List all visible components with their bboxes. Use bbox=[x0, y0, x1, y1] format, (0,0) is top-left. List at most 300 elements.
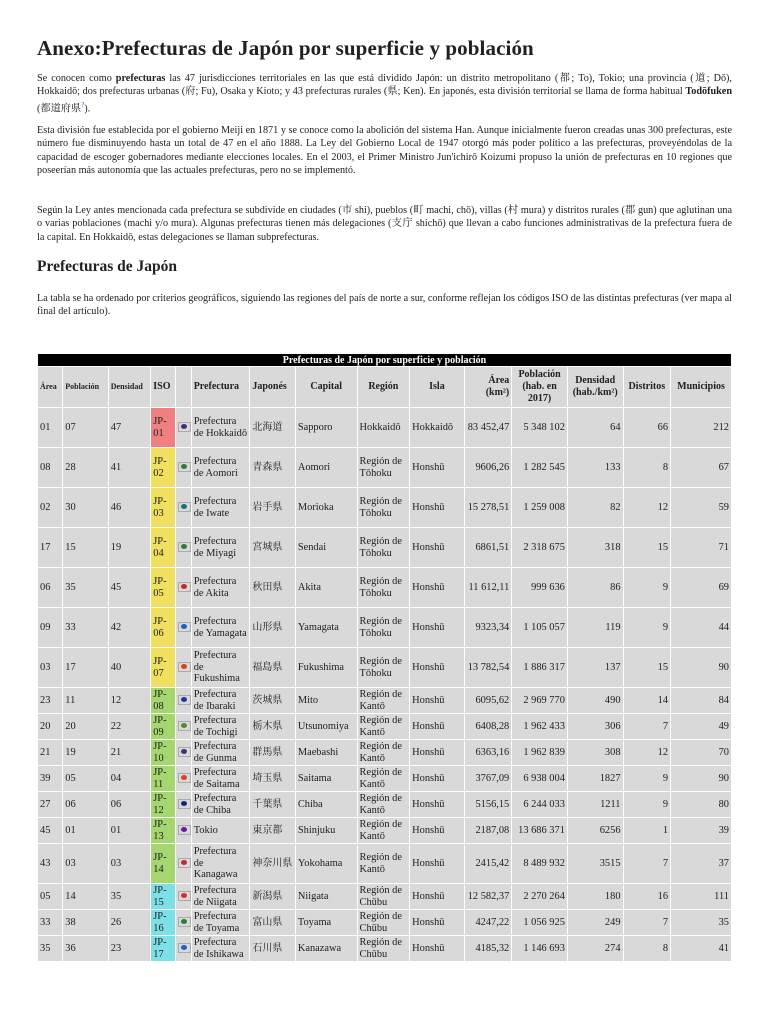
cell-density: 137 bbox=[567, 648, 623, 688]
cell-area-rank: 03 bbox=[38, 648, 63, 688]
cell-area: 4247,22 bbox=[464, 910, 512, 936]
flag-icon[interactable] bbox=[175, 408, 191, 448]
cell-region-link[interactable]: Región de Chūbu bbox=[357, 910, 410, 936]
cell-municipalities: 67 bbox=[671, 448, 732, 488]
prefecture-flag-icon[interactable] bbox=[178, 721, 191, 731]
flag-icon[interactable] bbox=[175, 648, 191, 688]
cell-pop-rank: 36 bbox=[63, 936, 109, 962]
cell-japanese: 富山県 bbox=[250, 910, 296, 936]
cell-japanese: 栃木県 bbox=[250, 714, 296, 740]
cell-japanese: 新潟県 bbox=[250, 884, 296, 910]
cell-iso: JP-03 bbox=[151, 488, 175, 528]
cell-area-rank: 01 bbox=[38, 408, 63, 448]
cell-island-link[interactable]: Honshū bbox=[410, 818, 465, 844]
cell-pop-rank: 03 bbox=[63, 844, 109, 884]
cell-dens-rank: 12 bbox=[108, 688, 150, 714]
cell-population: 5 348 102 bbox=[512, 408, 568, 448]
flag-icon[interactable] bbox=[175, 740, 191, 766]
prefecture-flag-icon[interactable] bbox=[178, 943, 191, 953]
cell-japanese: 千葉県 bbox=[250, 792, 296, 818]
cell-iso: JP-04 bbox=[151, 528, 175, 568]
table-row bbox=[38, 568, 732, 608]
cell-island-link[interactable]: Honshū bbox=[410, 714, 465, 740]
cell-municipalities: 49 bbox=[671, 714, 732, 740]
cell-capital-link[interactable]: Aomori bbox=[295, 448, 357, 488]
cell-municipalities: 69 bbox=[671, 568, 732, 608]
cell-districts: 7 bbox=[623, 714, 671, 740]
cell-region-link[interactable]: Región de Kantō bbox=[357, 740, 410, 766]
cell-area-rank: 23 bbox=[38, 688, 63, 714]
flag-icon[interactable] bbox=[175, 528, 191, 568]
cell-population: 1 962 433 bbox=[512, 714, 568, 740]
cell-region-link[interactable]: Región de Kantō bbox=[357, 688, 410, 714]
cell-pop-rank: 15 bbox=[63, 528, 109, 568]
cell-island-link[interactable]: Honshū bbox=[410, 910, 465, 936]
cell-density: 6256 bbox=[567, 818, 623, 844]
cell-capital-link[interactable]: Morioka bbox=[295, 488, 357, 528]
col-dens-rank[interactable]: Densidad bbox=[108, 367, 150, 408]
cell-dens-rank: 19 bbox=[108, 528, 150, 568]
cell-iso: JP-07 bbox=[151, 648, 175, 688]
cell-area-rank: 09 bbox=[38, 608, 63, 648]
cell-area: 9606,26 bbox=[464, 448, 512, 488]
cell-districts: 15 bbox=[623, 648, 671, 688]
cell-region-link[interactable]: Región de Tōhoku bbox=[357, 608, 410, 648]
cell-area: 6363,16 bbox=[464, 740, 512, 766]
cell-island-link[interactable]: Honshū bbox=[410, 936, 465, 962]
flag-icon[interactable] bbox=[175, 448, 191, 488]
cell-capital-link[interactable]: Yokohama bbox=[295, 844, 357, 884]
cell-japanese: 宮城県 bbox=[250, 528, 296, 568]
cell-capital-link[interactable]: Niigata bbox=[295, 884, 357, 910]
cell-population: 1 282 545 bbox=[512, 448, 568, 488]
col-iso[interactable]: ISO bbox=[151, 367, 175, 408]
cell-municipalities: 35 bbox=[671, 910, 732, 936]
cell-municipalities: 37 bbox=[671, 844, 732, 884]
cell-region-link[interactable]: Hokkaidō bbox=[357, 408, 410, 448]
cell-districts: 12 bbox=[623, 488, 671, 528]
cell-districts: 12 bbox=[623, 740, 671, 766]
cell-districts: 1 bbox=[623, 818, 671, 844]
cell-municipalities: 70 bbox=[671, 740, 732, 766]
cell-capital-link[interactable]: Chiba bbox=[295, 792, 357, 818]
cell-area: 9323,34 bbox=[464, 608, 512, 648]
flag-icon[interactable] bbox=[175, 818, 191, 844]
cell-dens-rank: 01 bbox=[108, 818, 150, 844]
cell-municipalities: 212 bbox=[671, 408, 732, 448]
table-body bbox=[38, 408, 732, 962]
cell-capital-link[interactable]: Sapporo bbox=[295, 408, 357, 448]
cell-population: 1 146 693 bbox=[512, 936, 568, 962]
cell-capital-link[interactable]: Toyama bbox=[295, 910, 357, 936]
cell-population: 6 938 004 bbox=[512, 766, 568, 792]
col-region[interactable]: Región bbox=[357, 367, 410, 408]
cell-pop-rank: 05 bbox=[63, 766, 109, 792]
cell-municipalities: 90 bbox=[671, 766, 732, 792]
cell-municipalities: 39 bbox=[671, 818, 732, 844]
cell-density: 82 bbox=[567, 488, 623, 528]
cell-iso: JP-13 bbox=[151, 818, 175, 844]
bold-term: Todōfuken bbox=[685, 86, 732, 98]
cell-area: 4185,32 bbox=[464, 936, 512, 962]
cell-density: 3515 bbox=[567, 844, 623, 884]
cell-capital-link[interactable]: Utsunomiya bbox=[295, 714, 357, 740]
text: las 47 jurisdicciones territoriales en las que está dividido Japón: un distrito metropolitano (都; To), Tokio; una provincia (道; Dō), Hokkaidō; dos prefecturas urbanas (府; Fu), Osaka y Kioto; y 43 prefecturas rurales (県; Ken). En japonés, esta división territorial se llama de forma habitual bbox=[37, 73, 732, 98]
cell-capital-link[interactable]: Yamagata bbox=[295, 608, 357, 648]
cell-capital-link[interactable]: Mito bbox=[295, 688, 357, 714]
flag-icon[interactable] bbox=[175, 792, 191, 818]
prefectures-table bbox=[37, 353, 732, 962]
cell-dens-rank: 26 bbox=[108, 910, 150, 936]
cell-capital-link[interactable]: Sendai bbox=[295, 528, 357, 568]
prefecture-flag-icon[interactable] bbox=[178, 747, 191, 757]
cell-japanese: 茨城県 bbox=[250, 688, 296, 714]
cell-population: 1 886 317 bbox=[512, 648, 568, 688]
text: (都道府県 bbox=[37, 102, 82, 114]
cell-iso: JP-17 bbox=[151, 936, 175, 962]
cell-districts: 9 bbox=[623, 568, 671, 608]
cell-districts: 9 bbox=[623, 792, 671, 818]
cell-island-link[interactable]: Honshū bbox=[410, 608, 465, 648]
cell-density: 64 bbox=[567, 408, 623, 448]
cell-districts: 9 bbox=[623, 608, 671, 648]
cell-iso: JP-01 bbox=[151, 408, 175, 448]
cell-prefecture-link[interactable]: Prefectura de Iwate bbox=[191, 488, 250, 528]
cell-island-link[interactable]: Honshū bbox=[410, 448, 465, 488]
cell-area-rank: 39 bbox=[38, 766, 63, 792]
cell-japanese: 埼玉県 bbox=[250, 766, 296, 792]
cell-pop-rank: 01 bbox=[63, 818, 109, 844]
cell-capital-link[interactable]: Fukushima bbox=[295, 648, 357, 688]
cell-area: 83 452,47 bbox=[464, 408, 512, 448]
table-row bbox=[38, 792, 732, 818]
col-pop-rank[interactable]: Población bbox=[63, 367, 109, 408]
col-japanese[interactable]: Japonés bbox=[250, 367, 296, 408]
cell-prefecture-link[interactable]: Prefectura de Yamagata bbox=[191, 608, 250, 648]
cell-region-link[interactable]: Región de Kantō bbox=[357, 844, 410, 884]
table-row bbox=[38, 818, 732, 844]
cell-japanese: 福島県 bbox=[250, 648, 296, 688]
cell-japanese: 神奈川県 bbox=[250, 844, 296, 884]
prefecture-flag-icon[interactable] bbox=[178, 773, 191, 783]
cell-area-rank: 43 bbox=[38, 844, 63, 884]
cell-island-link[interactable]: Honshū bbox=[410, 740, 465, 766]
cell-pop-rank: 06 bbox=[63, 792, 109, 818]
cell-area: 11 612,11 bbox=[464, 568, 512, 608]
cell-districts: 15 bbox=[623, 528, 671, 568]
cell-japanese: 山形県 bbox=[250, 608, 296, 648]
intro-paragraph-1 bbox=[37, 72, 732, 115]
cell-prefecture-link[interactable]: Prefectura de Fukushima bbox=[191, 648, 250, 688]
cell-region-link[interactable]: Región de Tōhoku bbox=[357, 528, 410, 568]
flag-icon[interactable] bbox=[175, 884, 191, 910]
cell-population: 1 962 839 bbox=[512, 740, 568, 766]
cell-dens-rank: 06 bbox=[108, 792, 150, 818]
cell-prefecture-link[interactable]: Prefectura de Ibaraki bbox=[191, 688, 250, 714]
cell-capital-link[interactable]: Maebashi bbox=[295, 740, 357, 766]
cell-capital-link[interactable]: Shinjuku bbox=[295, 818, 357, 844]
col-island[interactable]: Isla bbox=[410, 367, 465, 408]
intro-paragraph-3: Según la Ley antes mencionada cada prefectura se subdivide en ciudades (市 shi), pueblos (町 machi, chō), villas (村 mura) y distritos rurales (郡 gun) que aglutinan una o varias poblaciones (machi y/o mura). Algunas prefecturas tienen más delegaciones (支庁 shichō) que llevan a cabo funciones administrativas de la prefectura fuera de la capital. En Hokkaidō, estas delegaciones se llaman subprefecturas. bbox=[37, 205, 732, 243]
cell-dens-rank: 03 bbox=[108, 844, 150, 884]
flag-icon[interactable] bbox=[175, 488, 191, 528]
cell-municipalities: 41 bbox=[671, 936, 732, 962]
cell-japanese: 秋田県 bbox=[250, 568, 296, 608]
cell-municipalities: 84 bbox=[671, 688, 732, 714]
prefecture-flag-icon[interactable] bbox=[178, 917, 191, 927]
cell-density: 274 bbox=[567, 936, 623, 962]
cell-density: 133 bbox=[567, 448, 623, 488]
cell-municipalities: 80 bbox=[671, 792, 732, 818]
col-population[interactable]: Población (hab. en 2017) bbox=[512, 367, 568, 408]
table-row bbox=[38, 766, 732, 792]
cell-region-link[interactable]: Región de Kantō bbox=[357, 792, 410, 818]
cell-region-link[interactable]: Región de Kantō bbox=[357, 818, 410, 844]
prefecture-flag-icon[interactable] bbox=[178, 891, 191, 901]
table-row bbox=[38, 936, 732, 962]
cell-island-link[interactable]: Honshū bbox=[410, 488, 465, 528]
cell-pop-rank: 38 bbox=[63, 910, 109, 936]
cell-districts: 16 bbox=[623, 884, 671, 910]
cell-population: 6 244 033 bbox=[512, 792, 568, 818]
text: ). bbox=[84, 102, 91, 114]
col-prefecture[interactable]: Prefectura bbox=[191, 367, 250, 408]
prefecture-flag-icon[interactable] bbox=[178, 695, 191, 705]
prefecture-flag-icon[interactable] bbox=[178, 622, 191, 632]
cell-population: 1 056 925 bbox=[512, 910, 568, 936]
cell-island-link[interactable]: Honshū bbox=[410, 528, 465, 568]
cell-iso: JP-16 bbox=[151, 910, 175, 936]
cell-capital-link[interactable]: Akita bbox=[295, 568, 357, 608]
cell-region-link[interactable]: Región de Chūbu bbox=[357, 884, 410, 910]
cell-region-link[interactable]: Región de Tōhoku bbox=[357, 448, 410, 488]
cell-density: 1827 bbox=[567, 766, 623, 792]
cell-area-rank: 27 bbox=[38, 792, 63, 818]
cell-population: 999 636 bbox=[512, 568, 568, 608]
table-row bbox=[38, 688, 732, 714]
cell-dens-rank: 46 bbox=[108, 488, 150, 528]
cell-prefecture-link[interactable]: Prefectura de Gunma bbox=[191, 740, 250, 766]
cell-region-link[interactable]: Región de Chūbu bbox=[357, 936, 410, 962]
cell-districts: 8 bbox=[623, 936, 671, 962]
page-title: Anexo:Prefecturas de Japón por superficie y población bbox=[37, 36, 534, 60]
cell-density: 86 bbox=[567, 568, 623, 608]
cell-region-link[interactable]: Región de Tōhoku bbox=[357, 648, 410, 688]
cell-prefecture-link[interactable]: Prefectura de Tochigi bbox=[191, 714, 250, 740]
cell-municipalities: 59 bbox=[671, 488, 732, 528]
cell-prefecture-link[interactable]: Tokio bbox=[191, 818, 250, 844]
cell-island-link[interactable]: Honshū bbox=[410, 792, 465, 818]
cell-dens-rank: 41 bbox=[108, 448, 150, 488]
cell-island-link[interactable]: Honshū bbox=[410, 568, 465, 608]
cell-prefecture-link[interactable]: Prefectura de Miyagi bbox=[191, 528, 250, 568]
cell-prefecture-link[interactable]: Prefectura de Ishikawa bbox=[191, 936, 250, 962]
cell-region-link[interactable]: Región de Tōhoku bbox=[357, 488, 410, 528]
cell-area: 12 582,37 bbox=[464, 884, 512, 910]
cell-dens-rank: 45 bbox=[108, 568, 150, 608]
prefecture-flag-icon[interactable] bbox=[178, 799, 191, 809]
cell-area: 15 278,51 bbox=[464, 488, 512, 528]
table-row bbox=[38, 648, 732, 688]
cell-density: 119 bbox=[567, 608, 623, 648]
prefecture-flag-icon[interactable] bbox=[178, 462, 191, 472]
cell-area: 2187,08 bbox=[464, 818, 512, 844]
section-paragraph: La tabla se ha ordenado por criterios geográficos, siguiendo las regiones del país de norte a sur, conforme reflejan los códigos ISO de las distintas prefecturas (ver mapa al final del artículo). bbox=[37, 293, 732, 318]
cell-density: 1211 bbox=[567, 792, 623, 818]
prefecture-flag-icon[interactable] bbox=[178, 825, 191, 835]
cell-japanese: 岩手県 bbox=[250, 488, 296, 528]
cell-density: 180 bbox=[567, 884, 623, 910]
cell-japanese: 青森県 bbox=[250, 448, 296, 488]
prefecture-flag-icon[interactable] bbox=[178, 858, 191, 868]
prefecture-flag-icon[interactable] bbox=[178, 502, 191, 512]
text: Se conocen como bbox=[37, 73, 116, 84]
cell-area: 3767,09 bbox=[464, 766, 512, 792]
cell-capital-link[interactable]: Kanazawa bbox=[295, 936, 357, 962]
cell-population: 1 259 008 bbox=[512, 488, 568, 528]
cell-prefecture-link[interactable]: Prefectura de Akita bbox=[191, 568, 250, 608]
cell-island-link[interactable]: Honshū bbox=[410, 844, 465, 884]
col-area-rank[interactable]: Área bbox=[38, 367, 63, 408]
cell-dens-rank: 21 bbox=[108, 740, 150, 766]
section-title: Prefecturas de Japón bbox=[37, 258, 178, 275]
col-capital[interactable]: Capital bbox=[295, 367, 357, 408]
cell-area-rank: 08 bbox=[38, 448, 63, 488]
cell-pop-rank: 14 bbox=[63, 884, 109, 910]
intro-paragraph-2: Esta división fue establecida por el gobierno Meiji en 1871 y se conoce como la abolición del sistema Han. Aunque inicialmente fueron creadas unas 300 prefecturas, este número fue disminuyendo hasta un total de 47 en el año 1888. La Ley del Gobierno Local de 1947 otorgó más poder político a las prefecturas, proveyéndolas de la capacidad de escoger gobernadores mediante elecciones locales. En el 2003, el Primer Ministro Jun'ichirō Koizumi propuso la unión de prefecturas en 10 regiones que poseerían más autonomía que las actuales prefecturas, pero no se implementó. bbox=[37, 125, 732, 176]
cell-island-link[interactable]: Honshū bbox=[410, 648, 465, 688]
cell-capital-link[interactable]: Saitama bbox=[295, 766, 357, 792]
flag-icon[interactable] bbox=[175, 608, 191, 648]
help-link[interactable]: ? bbox=[81, 100, 85, 109]
cell-population: 8 489 932 bbox=[512, 844, 568, 884]
cell-pop-rank: 35 bbox=[63, 568, 109, 608]
table-row bbox=[38, 448, 732, 488]
cell-population: 2 969 770 bbox=[512, 688, 568, 714]
cell-area: 6408,28 bbox=[464, 714, 512, 740]
flag-icon[interactable] bbox=[175, 844, 191, 884]
table-row bbox=[38, 488, 732, 528]
col-area[interactable]: Área (km²) bbox=[464, 367, 512, 408]
cell-region-link[interactable]: Región de Kantō bbox=[357, 714, 410, 740]
cell-island-link[interactable]: Hokkaidō bbox=[410, 408, 465, 448]
flag-icon[interactable] bbox=[175, 910, 191, 936]
cell-iso: JP-10 bbox=[151, 740, 175, 766]
cell-population: 1 105 057 bbox=[512, 608, 568, 648]
cell-districts: 9 bbox=[623, 766, 671, 792]
flag-icon[interactable] bbox=[175, 568, 191, 608]
cell-districts: 66 bbox=[623, 408, 671, 448]
prefecture-flag-icon[interactable] bbox=[178, 662, 191, 672]
cell-pop-rank: 11 bbox=[63, 688, 109, 714]
cell-prefecture-link[interactable]: Prefectura de Saitama bbox=[191, 766, 250, 792]
cell-prefecture-link[interactable]: Prefectura de Chiba bbox=[191, 792, 250, 818]
table-row bbox=[38, 884, 732, 910]
cell-iso: JP-09 bbox=[151, 714, 175, 740]
table-row bbox=[38, 844, 732, 884]
cell-population: 13 686 371 bbox=[512, 818, 568, 844]
cell-island-link[interactable]: Honshū bbox=[410, 766, 465, 792]
cell-area: 6095,62 bbox=[464, 688, 512, 714]
cell-population: 2 318 675 bbox=[512, 528, 568, 568]
col-density[interactable]: Densidad (hab./km²) bbox=[567, 367, 623, 408]
cell-iso: JP-14 bbox=[151, 844, 175, 884]
table-caption: Prefecturas de Japón por superficie y población bbox=[38, 354, 732, 367]
cell-dens-rank: 40 bbox=[108, 648, 150, 688]
cell-japanese: 北海道 bbox=[250, 408, 296, 448]
cell-iso: JP-05 bbox=[151, 568, 175, 608]
table-row bbox=[38, 528, 732, 568]
cell-area-rank: 35 bbox=[38, 936, 63, 962]
cell-area-rank: 33 bbox=[38, 910, 63, 936]
cell-area-rank: 17 bbox=[38, 528, 63, 568]
cell-island-link[interactable]: Honshū bbox=[410, 688, 465, 714]
cell-density: 490 bbox=[567, 688, 623, 714]
flag-icon[interactable] bbox=[175, 714, 191, 740]
table-row bbox=[38, 408, 732, 448]
cell-iso: JP-12 bbox=[151, 792, 175, 818]
cell-dens-rank: 47 bbox=[108, 408, 150, 448]
cell-prefecture-link[interactable]: Prefectura de Toyama bbox=[191, 910, 250, 936]
cell-municipalities: 90 bbox=[671, 648, 732, 688]
col-flag bbox=[175, 367, 191, 408]
cell-dens-rank: 23 bbox=[108, 936, 150, 962]
cell-pop-rank: 19 bbox=[63, 740, 109, 766]
table-row bbox=[38, 910, 732, 936]
cell-island-link[interactable]: Honshū bbox=[410, 884, 465, 910]
cell-japanese: 東京都 bbox=[250, 818, 296, 844]
prefecture-flag-icon[interactable] bbox=[178, 582, 191, 592]
cell-dens-rank: 04 bbox=[108, 766, 150, 792]
cell-prefecture-link[interactable]: Prefectura de Aomori bbox=[191, 448, 250, 488]
cell-iso: JP-02 bbox=[151, 448, 175, 488]
cell-area-rank: 06 bbox=[38, 568, 63, 608]
flag-icon[interactable] bbox=[175, 688, 191, 714]
cell-area: 2415,42 bbox=[464, 844, 512, 884]
cell-iso: JP-11 bbox=[151, 766, 175, 792]
prefecture-flag-icon[interactable] bbox=[178, 542, 191, 552]
cell-japanese: 群馬県 bbox=[250, 740, 296, 766]
cell-area: 5156,15 bbox=[464, 792, 512, 818]
cell-area: 6861,51 bbox=[464, 528, 512, 568]
flag-icon[interactable] bbox=[175, 936, 191, 962]
cell-density: 308 bbox=[567, 740, 623, 766]
cell-iso: JP-15 bbox=[151, 884, 175, 910]
cell-region-link[interactable]: Región de Kantō bbox=[357, 766, 410, 792]
col-municipalities[interactable]: Municipios bbox=[671, 367, 732, 408]
cell-area-rank: 02 bbox=[38, 488, 63, 528]
cell-pop-rank: 20 bbox=[63, 714, 109, 740]
cell-prefecture-link[interactable]: Prefectura de Niigata bbox=[191, 884, 250, 910]
cell-region-link[interactable]: Región de Tōhoku bbox=[357, 568, 410, 608]
flag-icon[interactable] bbox=[175, 766, 191, 792]
cell-density: 318 bbox=[567, 528, 623, 568]
cell-prefecture-link[interactable]: Prefectura de Hokkaidō bbox=[191, 408, 250, 448]
prefecture-flag-icon[interactable] bbox=[178, 422, 191, 432]
cell-density: 306 bbox=[567, 714, 623, 740]
cell-japanese: 石川県 bbox=[250, 936, 296, 962]
col-districts[interactable]: Distritos bbox=[623, 367, 671, 408]
cell-districts: 7 bbox=[623, 910, 671, 936]
cell-dens-rank: 35 bbox=[108, 884, 150, 910]
cell-iso: JP-08 bbox=[151, 688, 175, 714]
cell-iso: JP-06 bbox=[151, 608, 175, 648]
cell-districts: 14 bbox=[623, 688, 671, 714]
cell-prefecture-link[interactable]: Prefectura de Kanagawa bbox=[191, 844, 250, 884]
cell-population: 2 270 264 bbox=[512, 884, 568, 910]
cell-pop-rank: 30 bbox=[63, 488, 109, 528]
table-row bbox=[38, 740, 732, 766]
